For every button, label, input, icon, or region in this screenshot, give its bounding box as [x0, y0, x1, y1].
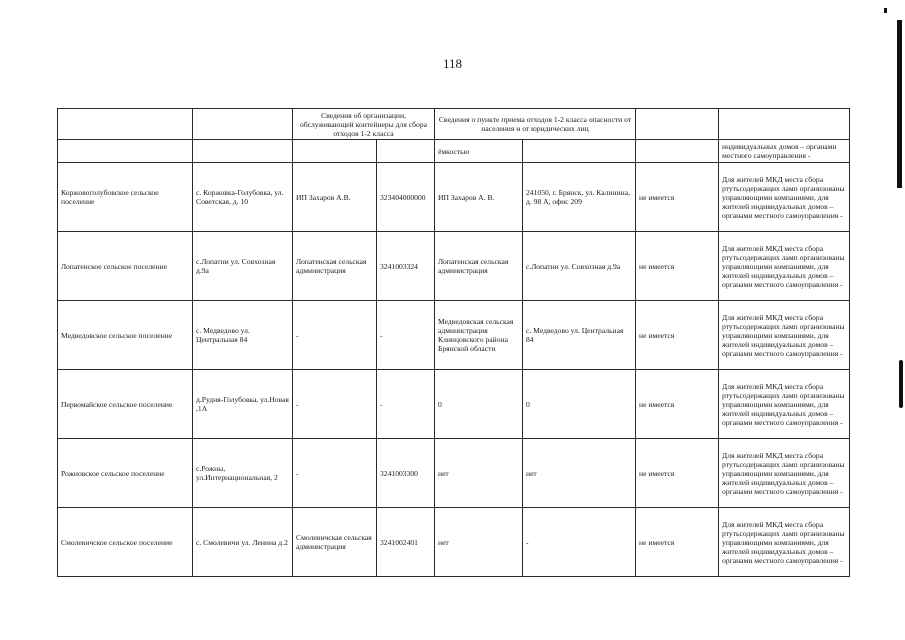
point-address-cell: - — [523, 508, 636, 577]
settlement-cell: Первомайское сельское поселение — [58, 370, 193, 439]
point-name-cell: нет — [435, 439, 523, 508]
status-cell: не имеется — [636, 163, 719, 232]
address-cell: д.Рудня-Голубовка, ул.Новая ,1А — [193, 370, 293, 439]
note-cell: Для жителей МКД места сбора ртутьсодержащих ламп организованы управляющими компаниями, для жителей индивидуальных домов – органами местного самоуправления - — [719, 301, 850, 370]
header-cell-address — [193, 109, 293, 140]
point-name-cell: нет — [435, 508, 523, 577]
org-inn-cell: 323404000000 — [377, 163, 435, 232]
status-cell: не имеется — [636, 232, 719, 301]
scan-mark-right-lower — [899, 360, 903, 408]
table-row — [58, 301, 850, 370]
org-inn-cell: - — [377, 370, 435, 439]
point-name-cell: 0 — [435, 370, 523, 439]
note-cell: Для жителей МКД места сбора ртутьсодержащих ламп организованы управляющими компаниями, для жителей индивидуальных домов – органами местного самоуправления - — [719, 370, 850, 439]
point-name-cell: ИП Захаров А. В. — [435, 163, 523, 232]
note-cell: Для жителей МКД места сбора ртутьсодержащих ламп организованы управляющими компаниями, для жителей индивидуальных домов – органами местного самоуправления - — [719, 439, 850, 508]
point-name-cell: Лопатенская сельская администрация — [435, 232, 523, 301]
table-row — [58, 439, 850, 508]
org-inn-cell: - — [377, 301, 435, 370]
point-address-cell: 241050, г. Брянск, ул. Калинина, д. 98 А, офис 209 — [523, 163, 636, 232]
org-name-cell: - — [293, 370, 377, 439]
point-address-cell: с. Медведово ул. Центральная 84 — [523, 301, 636, 370]
org-name-cell: - — [293, 439, 377, 508]
settlement-cell: Рожновское сельское поселение — [58, 439, 193, 508]
header-cell-status — [636, 109, 719, 140]
org-inn-cell: 3241003300 — [377, 439, 435, 508]
status-cell: не имеется — [636, 439, 719, 508]
org-name-cell: ИП Захаров А.В. — [293, 163, 377, 232]
point-address-cell: нет — [523, 439, 636, 508]
point-address-cell: 0 — [523, 370, 636, 439]
address-cell: с.Лопатни ул. Совхозная д.9а — [193, 232, 293, 301]
org-inn-cell: 3241003324 — [377, 232, 435, 301]
address-cell: с. Коржовка-Голубовка, ул. Советская, д. 10 — [193, 163, 293, 232]
table-header-row — [58, 109, 850, 140]
table-row — [58, 508, 850, 577]
point-name-cell: Медведовская сельская администрация Клинцовского района Брянской области — [435, 301, 523, 370]
point-address-cell: с.Лопатни ул. Совхозная д.9а — [523, 232, 636, 301]
header-cell-settlement — [58, 109, 193, 140]
org-name-cell: Лопатенская сельская администрация — [293, 232, 377, 301]
status-cell: не имеется — [636, 301, 719, 370]
continuation-row — [58, 140, 850, 163]
settlement-cell: Медведовское сельское поселение — [58, 301, 193, 370]
address-cell: с. Смолевичи ул. Ленина д.2 — [193, 508, 293, 577]
address-cell: с.Рожны, ул.Интернациональная, 2 — [193, 439, 293, 508]
org-inn-cell: 3241002401 — [377, 508, 435, 577]
table-row — [58, 232, 850, 301]
note-fragment: индивидуальных домов – органами местного самоуправления - — [719, 140, 850, 163]
header-point-group: Сведения о пункте приема отходов 1-2 класса опасности от населения и от юридических лиц — [435, 109, 636, 140]
page-number: 118 — [442, 56, 463, 71]
table-row — [58, 163, 850, 232]
org-name-cell: - — [293, 301, 377, 370]
address-cell: с. Медведово ул. Центральная 84 — [193, 301, 293, 370]
org-name-cell: Смолевичская сельская администрация — [293, 508, 377, 577]
scan-mark-top — [884, 8, 887, 13]
scan-mark-right-upper — [897, 20, 902, 188]
note-cell: Для жителей МКД места сбора ртутьсодержащих ламп организованы управляющими компаниями, для жителей индивидуальных домов – органами местного самоуправления - — [719, 232, 850, 301]
note-cell: Для жителей МКД места сбора ртутьсодержащих ламп организованы управляющими компаниями, для жителей индивидуальных домов – органами местного самоуправления - — [719, 163, 850, 232]
status-cell: не имеется — [636, 370, 719, 439]
table-row — [58, 370, 850, 439]
status-cell: не имеется — [636, 508, 719, 577]
settlement-cell: Коржовоголубовское сельское поселение — [58, 163, 193, 232]
capacity-fragment: ёмкостью — [435, 140, 523, 163]
settlement-cell: Лопатенское сельское поселение — [58, 232, 193, 301]
waste-collection-table — [57, 108, 850, 577]
header-org-group: Сведения об организации, обслуживающей контейнеры для сбора отходов 1-2 класса — [293, 109, 435, 140]
header-cell-note — [719, 109, 850, 140]
note-cell: Для жителей МКД места сбора ртутьсодержащих ламп организованы управляющими компаниями, для жителей индивидуальных домов – органами местного самоуправления - — [719, 508, 850, 577]
settlement-cell: Смолевичское сельское поселение — [58, 508, 193, 577]
